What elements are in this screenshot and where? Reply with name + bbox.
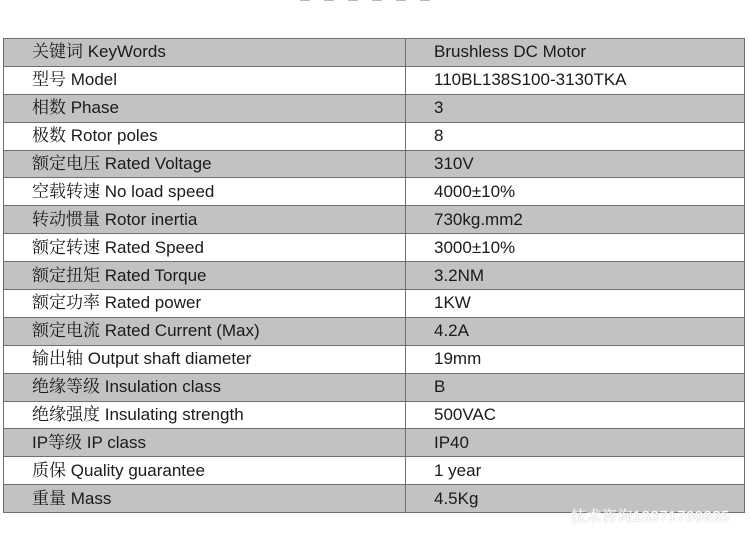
param-label: 绝缘等级 Insulation class xyxy=(4,373,406,401)
param-value: 730kg.mm2 xyxy=(406,206,745,234)
param-label: 相数 Phase xyxy=(4,94,406,122)
param-value: 310V xyxy=(406,150,745,178)
param-value: Brushless DC Motor xyxy=(406,39,745,67)
param-value: 4000±10% xyxy=(406,178,745,206)
param-value: IP40 xyxy=(406,429,745,457)
spec-row xyxy=(4,457,745,485)
spec-row xyxy=(4,39,745,67)
param-value: 500VAC xyxy=(406,401,745,429)
param-value: B xyxy=(406,373,745,401)
spec-row xyxy=(4,401,745,429)
spec-row xyxy=(4,373,745,401)
param-label: 空载转速 No load speed xyxy=(4,178,406,206)
param-label: 重量 Mass xyxy=(4,485,406,513)
spec-row xyxy=(4,178,745,206)
param-value: 8 xyxy=(406,122,745,150)
spec-row xyxy=(4,94,745,122)
param-value: 3.2NM xyxy=(406,262,745,290)
param-value: 19mm xyxy=(406,345,745,373)
cropped-title-fragment xyxy=(300,0,460,4)
spec-row xyxy=(4,122,745,150)
param-value: 110BL138S100-3130TKA xyxy=(406,66,745,94)
spec-row xyxy=(4,345,745,373)
param-label: 极数 Rotor poles xyxy=(4,122,406,150)
param-value: 1 year xyxy=(406,457,745,485)
spec-row xyxy=(4,234,745,262)
param-label: 关键词 KeyWords xyxy=(4,39,406,67)
param-label: 质保 Quality guarantee xyxy=(4,457,406,485)
param-value: 4.2A xyxy=(406,317,745,345)
param-label: 额定电压 Rated Voltage xyxy=(4,150,406,178)
param-value: 3 xyxy=(406,94,745,122)
param-label: IP等级 IP class xyxy=(4,429,406,457)
param-label: 输出轴 Output shaft diameter xyxy=(4,345,406,373)
param-label: 额定功率 Rated power xyxy=(4,290,406,318)
param-value: 4.5Kg xyxy=(406,485,745,513)
spec-row xyxy=(4,317,745,345)
param-label: 额定电流 Rated Current (Max) xyxy=(4,317,406,345)
param-label: 额定转速 Rated Speed xyxy=(4,234,406,262)
spec-row xyxy=(4,429,745,457)
spec-row xyxy=(4,206,745,234)
param-label: 型号 Model xyxy=(4,66,406,94)
spec-row xyxy=(4,290,745,318)
contact-watermark: 技术咨询13371760935 xyxy=(570,508,730,525)
spec-row xyxy=(4,66,745,94)
spec-row xyxy=(4,262,745,290)
param-label: 额定扭矩 Rated Torque xyxy=(4,262,406,290)
param-value: 3000±10% xyxy=(406,234,745,262)
spec-row xyxy=(4,150,745,178)
param-value: 1KW xyxy=(406,290,745,318)
spec-table xyxy=(3,38,745,513)
param-label: 绝缘强度 Insulating strength xyxy=(4,401,406,429)
param-label: 转动惯量 Rotor inertia xyxy=(4,206,406,234)
